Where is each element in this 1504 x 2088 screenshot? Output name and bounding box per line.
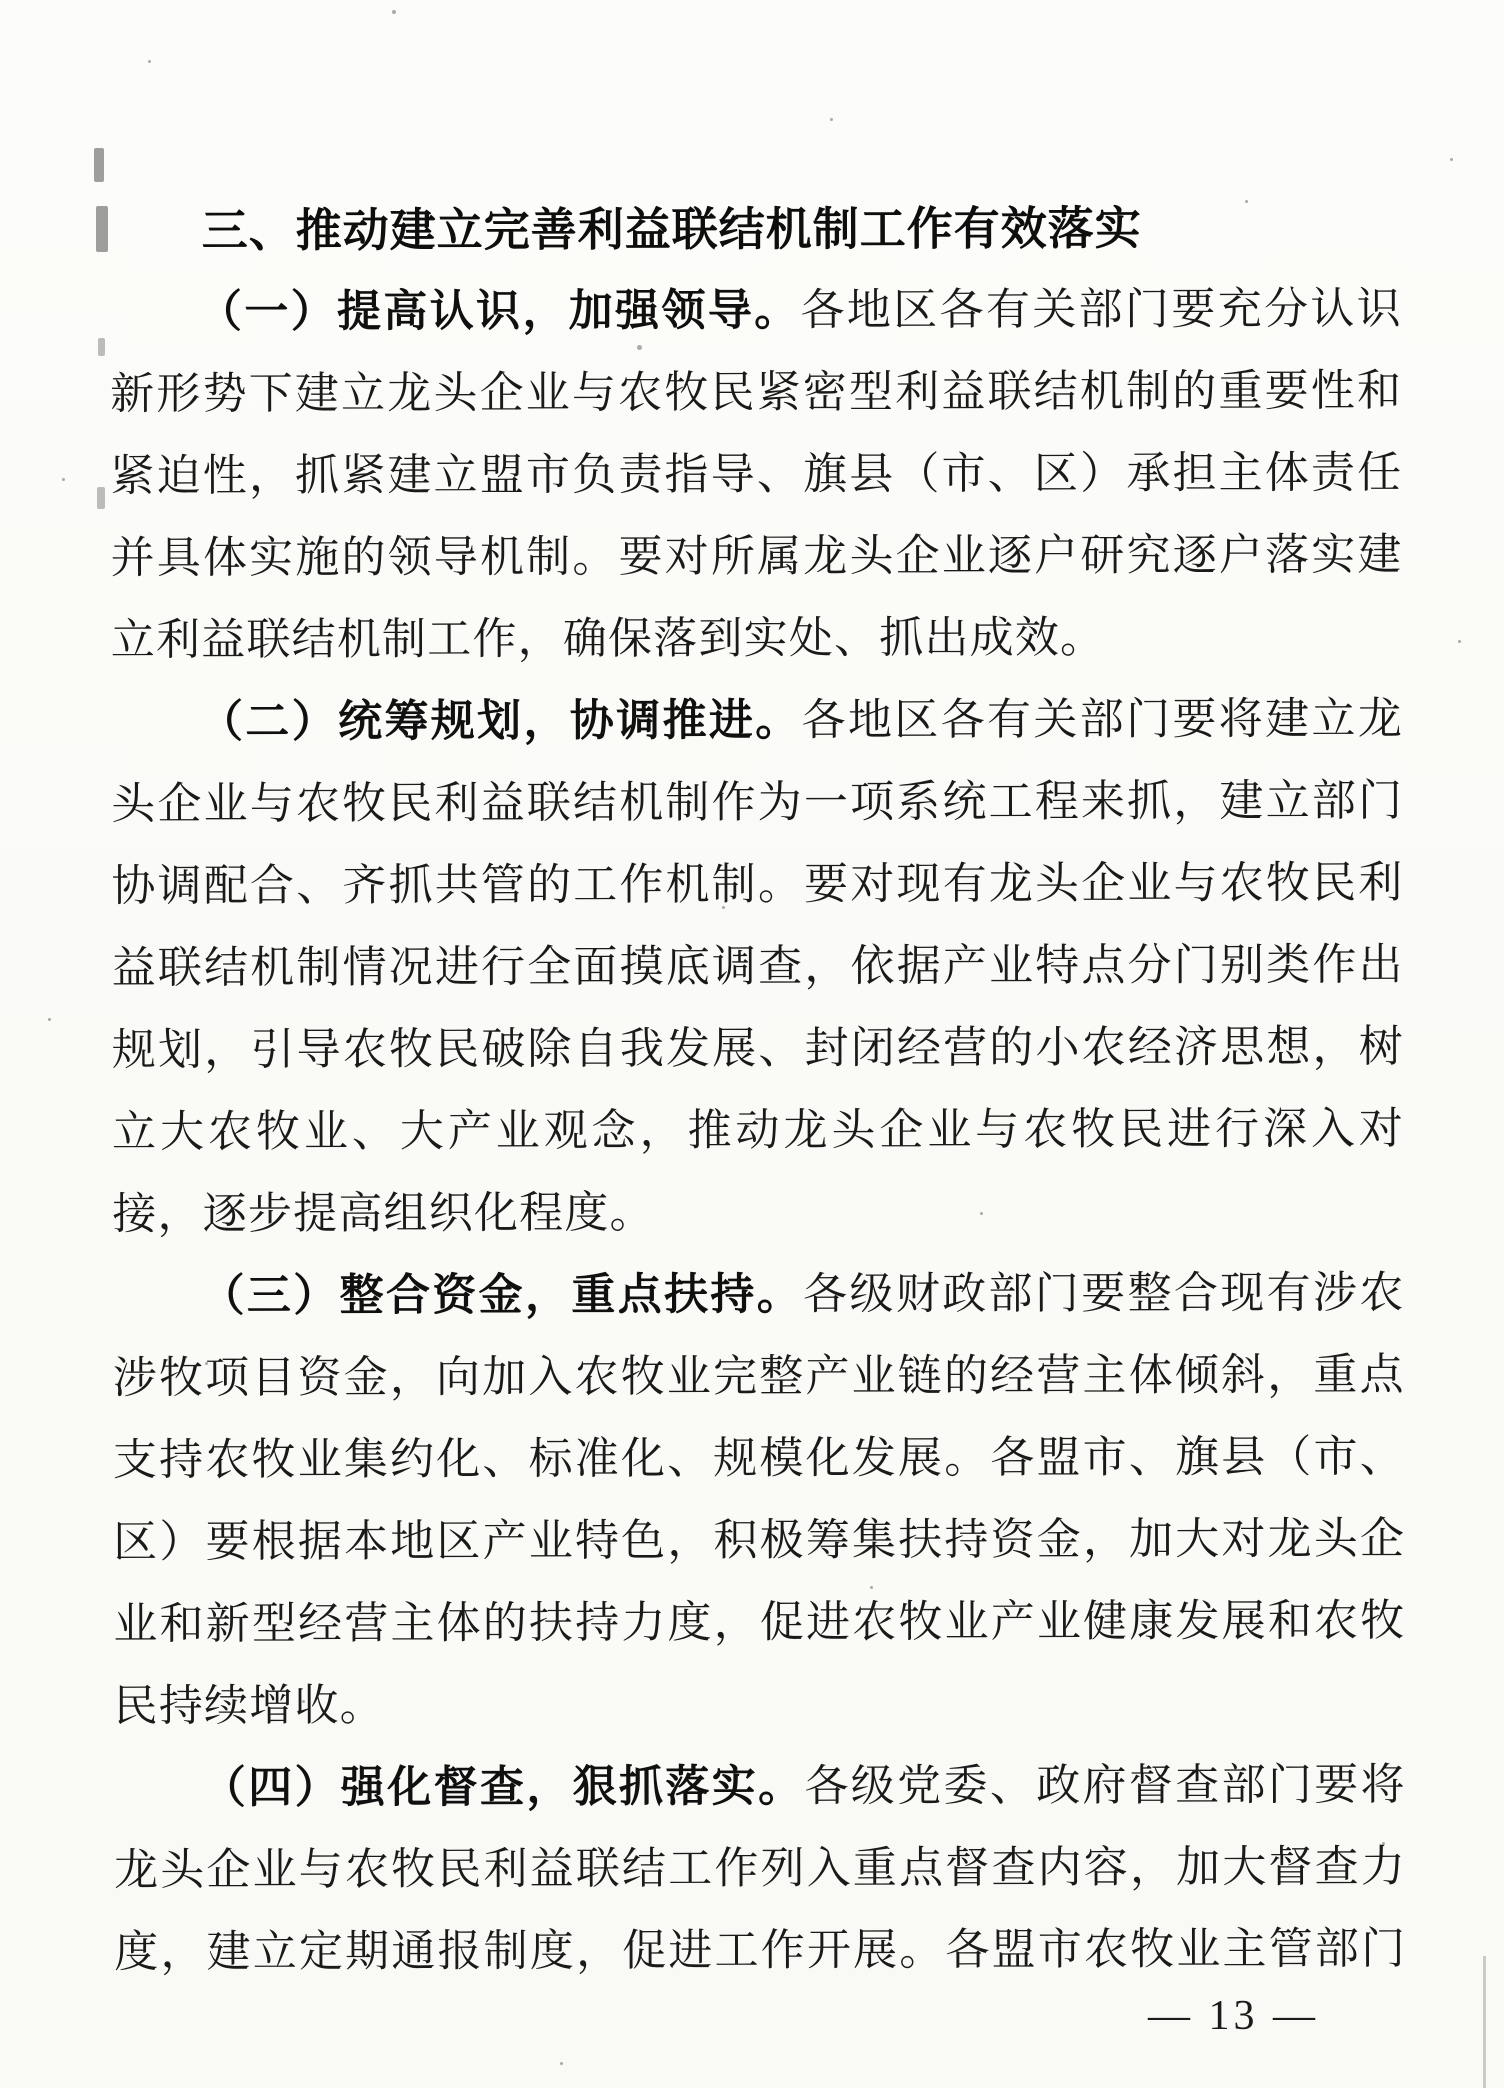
paragraph-lead-label: （二）统筹规划，协调推进。 [198, 695, 802, 747]
text-line [112, 1252, 1404, 1337]
text-segment: 支持农牧业集约化、标准化、规模化发展。各盟市、旗县（市、 [112, 1432, 1406, 1485]
text-line [110, 350, 1402, 435]
scan-speck [830, 118, 833, 121]
text-segment: 接，逐步提高组织化程度。 [112, 1188, 655, 1239]
text-line [112, 924, 1404, 1009]
scan-edge-line [1483, 1956, 1486, 2088]
text-line [113, 1416, 1405, 1501]
text-line [113, 1580, 1405, 1665]
text-segment: 业和新型经营主体的扶持力度，促进农牧业产业健康发展和农牧 [113, 1596, 1406, 1649]
text-line [112, 1088, 1404, 1173]
section-heading: 三、推动建立完善利益联结机制工作有效落实 [201, 201, 1142, 257]
text-segment: 涉牧项目资金，向加入农牧业完整产业链的经营主体倾斜，重点 [112, 1350, 1405, 1403]
scan-speck [392, 10, 396, 14]
scan-speck [1458, 640, 1461, 643]
text-segment: 各地区各有关部门要充分认识 [800, 284, 1403, 335]
text-segment: 各级党委、政府督查部门要将 [804, 1760, 1406, 1811]
text-segment: 协调配合、齐抓共管的工作机制。要对现有龙头企业与农牧民利 [111, 858, 1404, 911]
text-line [110, 268, 1402, 353]
document-body [110, 268, 1407, 1993]
paragraph-lead-label: （三）整合资金，重点扶持。 [200, 1269, 804, 1321]
scan-smudge [97, 487, 105, 509]
text-segment: 各地区各有关部门要将建立龙 [801, 694, 1404, 745]
document-page [110, 186, 1407, 1993]
text-line [114, 1744, 1406, 1829]
text-line [114, 1908, 1406, 1993]
text-segment: 民持续增收。 [113, 1680, 385, 1731]
text-line [114, 1662, 1406, 1747]
page-number: — 13 — [1148, 1993, 1319, 2039]
text-segment: 益联结机制情况进行全面摸底调查，依据产业特点分门别类作出 [111, 940, 1404, 993]
text-line [111, 842, 1403, 927]
scan-smudge [94, 148, 104, 182]
text-segment: 紧迫性，抓紧建立盟市负责指导、旗县（市、区）承担主体责任 [110, 448, 1403, 501]
text-segment: 新形势下建立龙头企业与农牧民紧密型利益联结机制的重要性和 [110, 366, 1403, 419]
text-segment: 区）要根据本地区产业特色，积极筹集扶持资金，加大对龙头企 [113, 1514, 1406, 1567]
scan-speck [1450, 158, 1453, 161]
text-line [110, 514, 1402, 599]
scan-speck [62, 478, 65, 481]
paragraph-lead-label: （四）强化督查，狠抓落实。 [201, 1761, 805, 1813]
text-line [112, 1006, 1404, 1091]
text-line [113, 1334, 1405, 1419]
scan-smudge [98, 338, 105, 356]
text-line [114, 1826, 1406, 1911]
paragraph-lead-label: （一）提高认识，加强领导。 [197, 285, 801, 337]
text-segment: 立大农牧业、大产业观念，推动龙头企业与农牧民进行深入对 [112, 1104, 1405, 1157]
scan-speck [48, 1018, 51, 1021]
text-segment: 立利益联结机制工作，确保落到实处、抓出成效。 [110, 613, 1106, 665]
text-line [111, 678, 1403, 763]
text-line [113, 1498, 1405, 1583]
text-segment: 各级财政部门要整合现有涉农 [803, 1268, 1405, 1319]
text-line [111, 760, 1403, 845]
text-segment: 头企业与农牧民利益联结机制作为一项系统工程来抓，建立部门 [111, 776, 1404, 829]
scan-speck [148, 60, 151, 63]
text-segment: 龙头企业与农牧民利益联结工作列入重点督查内容，加大督查力 [113, 1842, 1407, 1895]
text-line [110, 432, 1402, 517]
text-segment: 并具体实施的领导机制。要对所属龙头企业逐户研究逐户落实建 [110, 530, 1403, 583]
text-segment: 规划，引导农牧民破除自我发展、封闭经营的小农经济思想，树 [111, 1022, 1404, 1075]
scan-speck [560, 2062, 563, 2065]
text-segment: 度，建立定期通报制度，促进工作开展。各盟市农牧业主管部门 [114, 1924, 1407, 1977]
text-line [111, 596, 1403, 681]
text-line [112, 1170, 1404, 1255]
scan-smudge [96, 206, 108, 252]
